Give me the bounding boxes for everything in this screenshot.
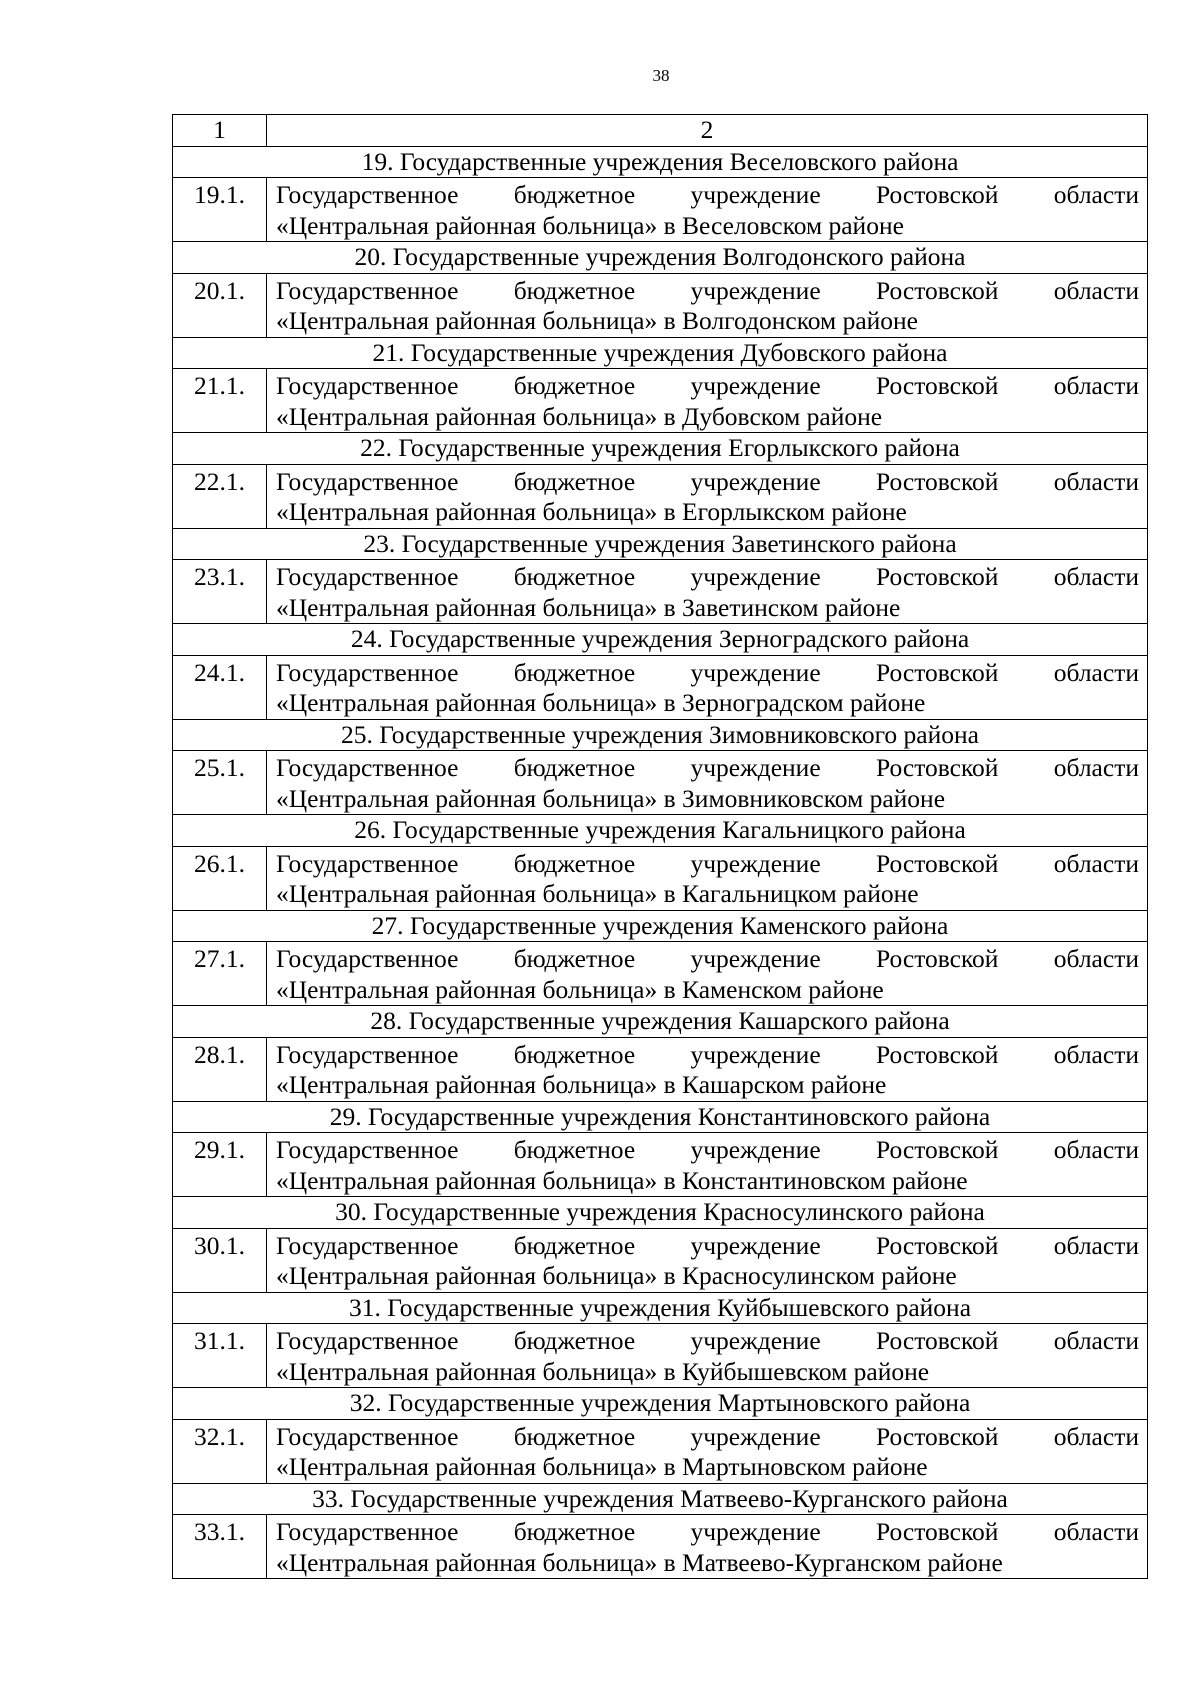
row-number: 28.1. bbox=[173, 1037, 267, 1101]
table-row bbox=[173, 1037, 1148, 1101]
institution-name-line-1: Государственное бюджетное учреждение Ростовской области bbox=[276, 180, 1139, 209]
institution-name bbox=[267, 178, 1148, 242]
table-row bbox=[173, 751, 1148, 815]
table-body bbox=[173, 115, 1148, 1579]
section-row bbox=[173, 1483, 1148, 1515]
institution-name-line-2: «Центральная районная больница» в Зерноградском районе bbox=[276, 688, 926, 717]
table-row bbox=[173, 1324, 1148, 1388]
institution-name-line-1: Государственное бюджетное учреждение Ростовской области bbox=[276, 1135, 1139, 1164]
page-number: 38 bbox=[652, 66, 670, 85]
institution-name-line-1: Государственное бюджетное учреждение Ростовской области bbox=[276, 657, 1139, 687]
section-row bbox=[173, 815, 1148, 847]
institution-name bbox=[267, 273, 1148, 337]
institution-name bbox=[267, 1228, 1148, 1292]
row-number: 33.1. bbox=[173, 1515, 267, 1579]
institution-name bbox=[267, 1324, 1148, 1388]
row-number: 20.1. bbox=[173, 273, 267, 337]
institution-name-line-2: «Центральная районная больница» в Матвеево-Курганском районе bbox=[276, 1547, 1003, 1577]
section-title: 30. Государственные учреждения Красносулинского района bbox=[173, 1197, 1148, 1229]
institution-name-line-1: Государственное бюджетное учреждение Ростовской области bbox=[276, 466, 1139, 496]
institution-name-line-1: Государственное бюджетное учреждение Ростовской области bbox=[276, 562, 1139, 591]
table-row bbox=[173, 942, 1148, 1006]
section-title: 19. Государственные учреждения Веселовского района bbox=[173, 146, 1148, 178]
table-row bbox=[173, 464, 1148, 528]
institution-name bbox=[267, 1133, 1148, 1197]
section-row bbox=[173, 624, 1148, 656]
institution-name-line-2: «Центральная районная больница» в Егорлыкском районе bbox=[276, 497, 907, 526]
institution-name-line-1: Государственное бюджетное учреждение Ростовской области bbox=[276, 944, 1139, 973]
table-header-row bbox=[173, 115, 1148, 147]
institution-name bbox=[267, 369, 1148, 433]
institution-name bbox=[267, 1419, 1148, 1483]
institution-name-line-1: Государственное бюджетное учреждение Ростовской области bbox=[276, 1421, 1139, 1451]
institution-name bbox=[267, 560, 1148, 624]
institution-name-line-1: Государственное бюджетное учреждение Ростовской области bbox=[276, 275, 1139, 305]
row-number: 21.1. bbox=[173, 369, 267, 433]
section-row bbox=[173, 910, 1148, 942]
institutions-table bbox=[172, 114, 1148, 1579]
institution-name-line-2: «Центральная районная больница» в Мартыновском районе bbox=[276, 1452, 928, 1481]
institution-name-line-1: Государственное бюджетное учреждение Ростовской области bbox=[276, 1039, 1139, 1069]
section-row bbox=[173, 337, 1148, 369]
table-row bbox=[173, 1419, 1148, 1483]
table-row bbox=[173, 1228, 1148, 1292]
institution-name-line-2: «Центральная районная больница» в Константиновском районе bbox=[276, 1165, 968, 1195]
institution-name-line-2: «Центральная районная больница» в Веселовском районе bbox=[276, 210, 904, 240]
institution-name-line-1: Государственное бюджетное учреждение Ростовской области bbox=[276, 1517, 1139, 1546]
row-number: 24.1. bbox=[173, 655, 267, 719]
section-title: 26. Государственные учреждения Кагальницкого района bbox=[173, 815, 1148, 847]
row-number: 25.1. bbox=[173, 751, 267, 815]
section-row bbox=[173, 1197, 1148, 1229]
section-title: 27. Государственные учреждения Каменского района bbox=[173, 910, 1148, 942]
section-row bbox=[173, 719, 1148, 751]
section-title: 23. Государственные учреждения Заветинского района bbox=[173, 528, 1148, 560]
row-number: 19.1. bbox=[173, 178, 267, 242]
section-row bbox=[173, 528, 1148, 560]
institution-name-line-2: «Центральная районная больница» в Красносулинском районе bbox=[276, 1261, 957, 1290]
section-title: 24. Государственные учреждения Зерноградского района bbox=[173, 624, 1148, 656]
table-row bbox=[173, 1133, 1148, 1197]
row-number: 23.1. bbox=[173, 560, 267, 624]
section-title: 22. Государственные учреждения Егорлыкского района bbox=[173, 433, 1148, 465]
row-number: 31.1. bbox=[173, 1324, 267, 1388]
table-row bbox=[173, 1515, 1148, 1579]
institution-name bbox=[267, 1037, 1148, 1101]
institution-name-line-1: Государственное бюджетное учреждение Ростовской области bbox=[276, 848, 1139, 878]
section-title: 31. Государственные учреждения Куйбышевского района bbox=[173, 1292, 1148, 1324]
row-number: 30.1. bbox=[173, 1228, 267, 1292]
row-number: 29.1. bbox=[173, 1133, 267, 1197]
institution-name-line-2: «Центральная районная больница» в Дубовском районе bbox=[276, 401, 883, 431]
institution-name-line-2: «Центральная районная больница» в Волгодонском районе bbox=[276, 306, 918, 335]
institution-name-line-2: «Центральная районная больница» в Кашарском районе bbox=[276, 1070, 887, 1099]
section-title: 20. Государственные учреждения Волгодонского района bbox=[173, 242, 1148, 274]
section-title: 29. Государственные учреждения Константиновского района bbox=[173, 1101, 1148, 1133]
section-row bbox=[173, 1292, 1148, 1324]
row-number: 32.1. bbox=[173, 1419, 267, 1483]
section-title: 25. Государственные учреждения Зимовниковского района bbox=[173, 719, 1148, 751]
institution-name bbox=[267, 751, 1148, 815]
table-row bbox=[173, 273, 1148, 337]
institution-name bbox=[267, 846, 1148, 910]
institution-name-line-2: «Центральная районная больница» в Заветинском районе bbox=[276, 592, 901, 622]
column-header-2: 2 bbox=[267, 115, 1148, 147]
row-number: 26.1. bbox=[173, 846, 267, 910]
table-row bbox=[173, 560, 1148, 624]
row-number: 27.1. bbox=[173, 942, 267, 1006]
institution-name-line-1: Государственное бюджетное учреждение Ростовской области bbox=[276, 1230, 1139, 1260]
institution-name bbox=[267, 942, 1148, 1006]
institution-name bbox=[267, 464, 1148, 528]
institution-name-line-1: Государственное бюджетное учреждение Ростовской области bbox=[276, 371, 1139, 400]
table-row bbox=[173, 846, 1148, 910]
institution-name bbox=[267, 1515, 1148, 1579]
section-row bbox=[173, 1006, 1148, 1038]
institution-name-line-2: «Центральная районная больница» в Куйбышевском районе bbox=[276, 1356, 930, 1386]
section-title: 33. Государственные учреждения Матвеево-Курганского района bbox=[173, 1483, 1148, 1515]
section-row bbox=[173, 1101, 1148, 1133]
institution-name-line-1: Государственное бюджетное учреждение Ростовской области bbox=[276, 753, 1139, 782]
table-row bbox=[173, 655, 1148, 719]
section-title: 28. Государственные учреждения Кашарского района bbox=[173, 1006, 1148, 1038]
section-title: 32. Государственные учреждения Мартыновского района bbox=[173, 1388, 1148, 1420]
section-row bbox=[173, 1388, 1148, 1420]
institution-name-line-2: «Центральная районная больница» в Каменском районе bbox=[276, 974, 884, 1004]
section-row bbox=[173, 146, 1148, 178]
column-header-1: 1 bbox=[173, 115, 267, 147]
institution-name-line-2: «Центральная районная больница» в Зимовниковском районе bbox=[276, 783, 946, 813]
section-title: 21. Государственные учреждения Дубовского района bbox=[173, 337, 1148, 369]
table-row bbox=[173, 369, 1148, 433]
table-row bbox=[173, 178, 1148, 242]
row-number: 22.1. bbox=[173, 464, 267, 528]
institution-name-line-2: «Центральная районная больница» в Кагальницком районе bbox=[276, 879, 919, 908]
section-row bbox=[173, 242, 1148, 274]
institution-name bbox=[267, 655, 1148, 719]
section-row bbox=[173, 433, 1148, 465]
institution-name-line-1: Государственное бюджетное учреждение Ростовской области bbox=[276, 1326, 1139, 1355]
